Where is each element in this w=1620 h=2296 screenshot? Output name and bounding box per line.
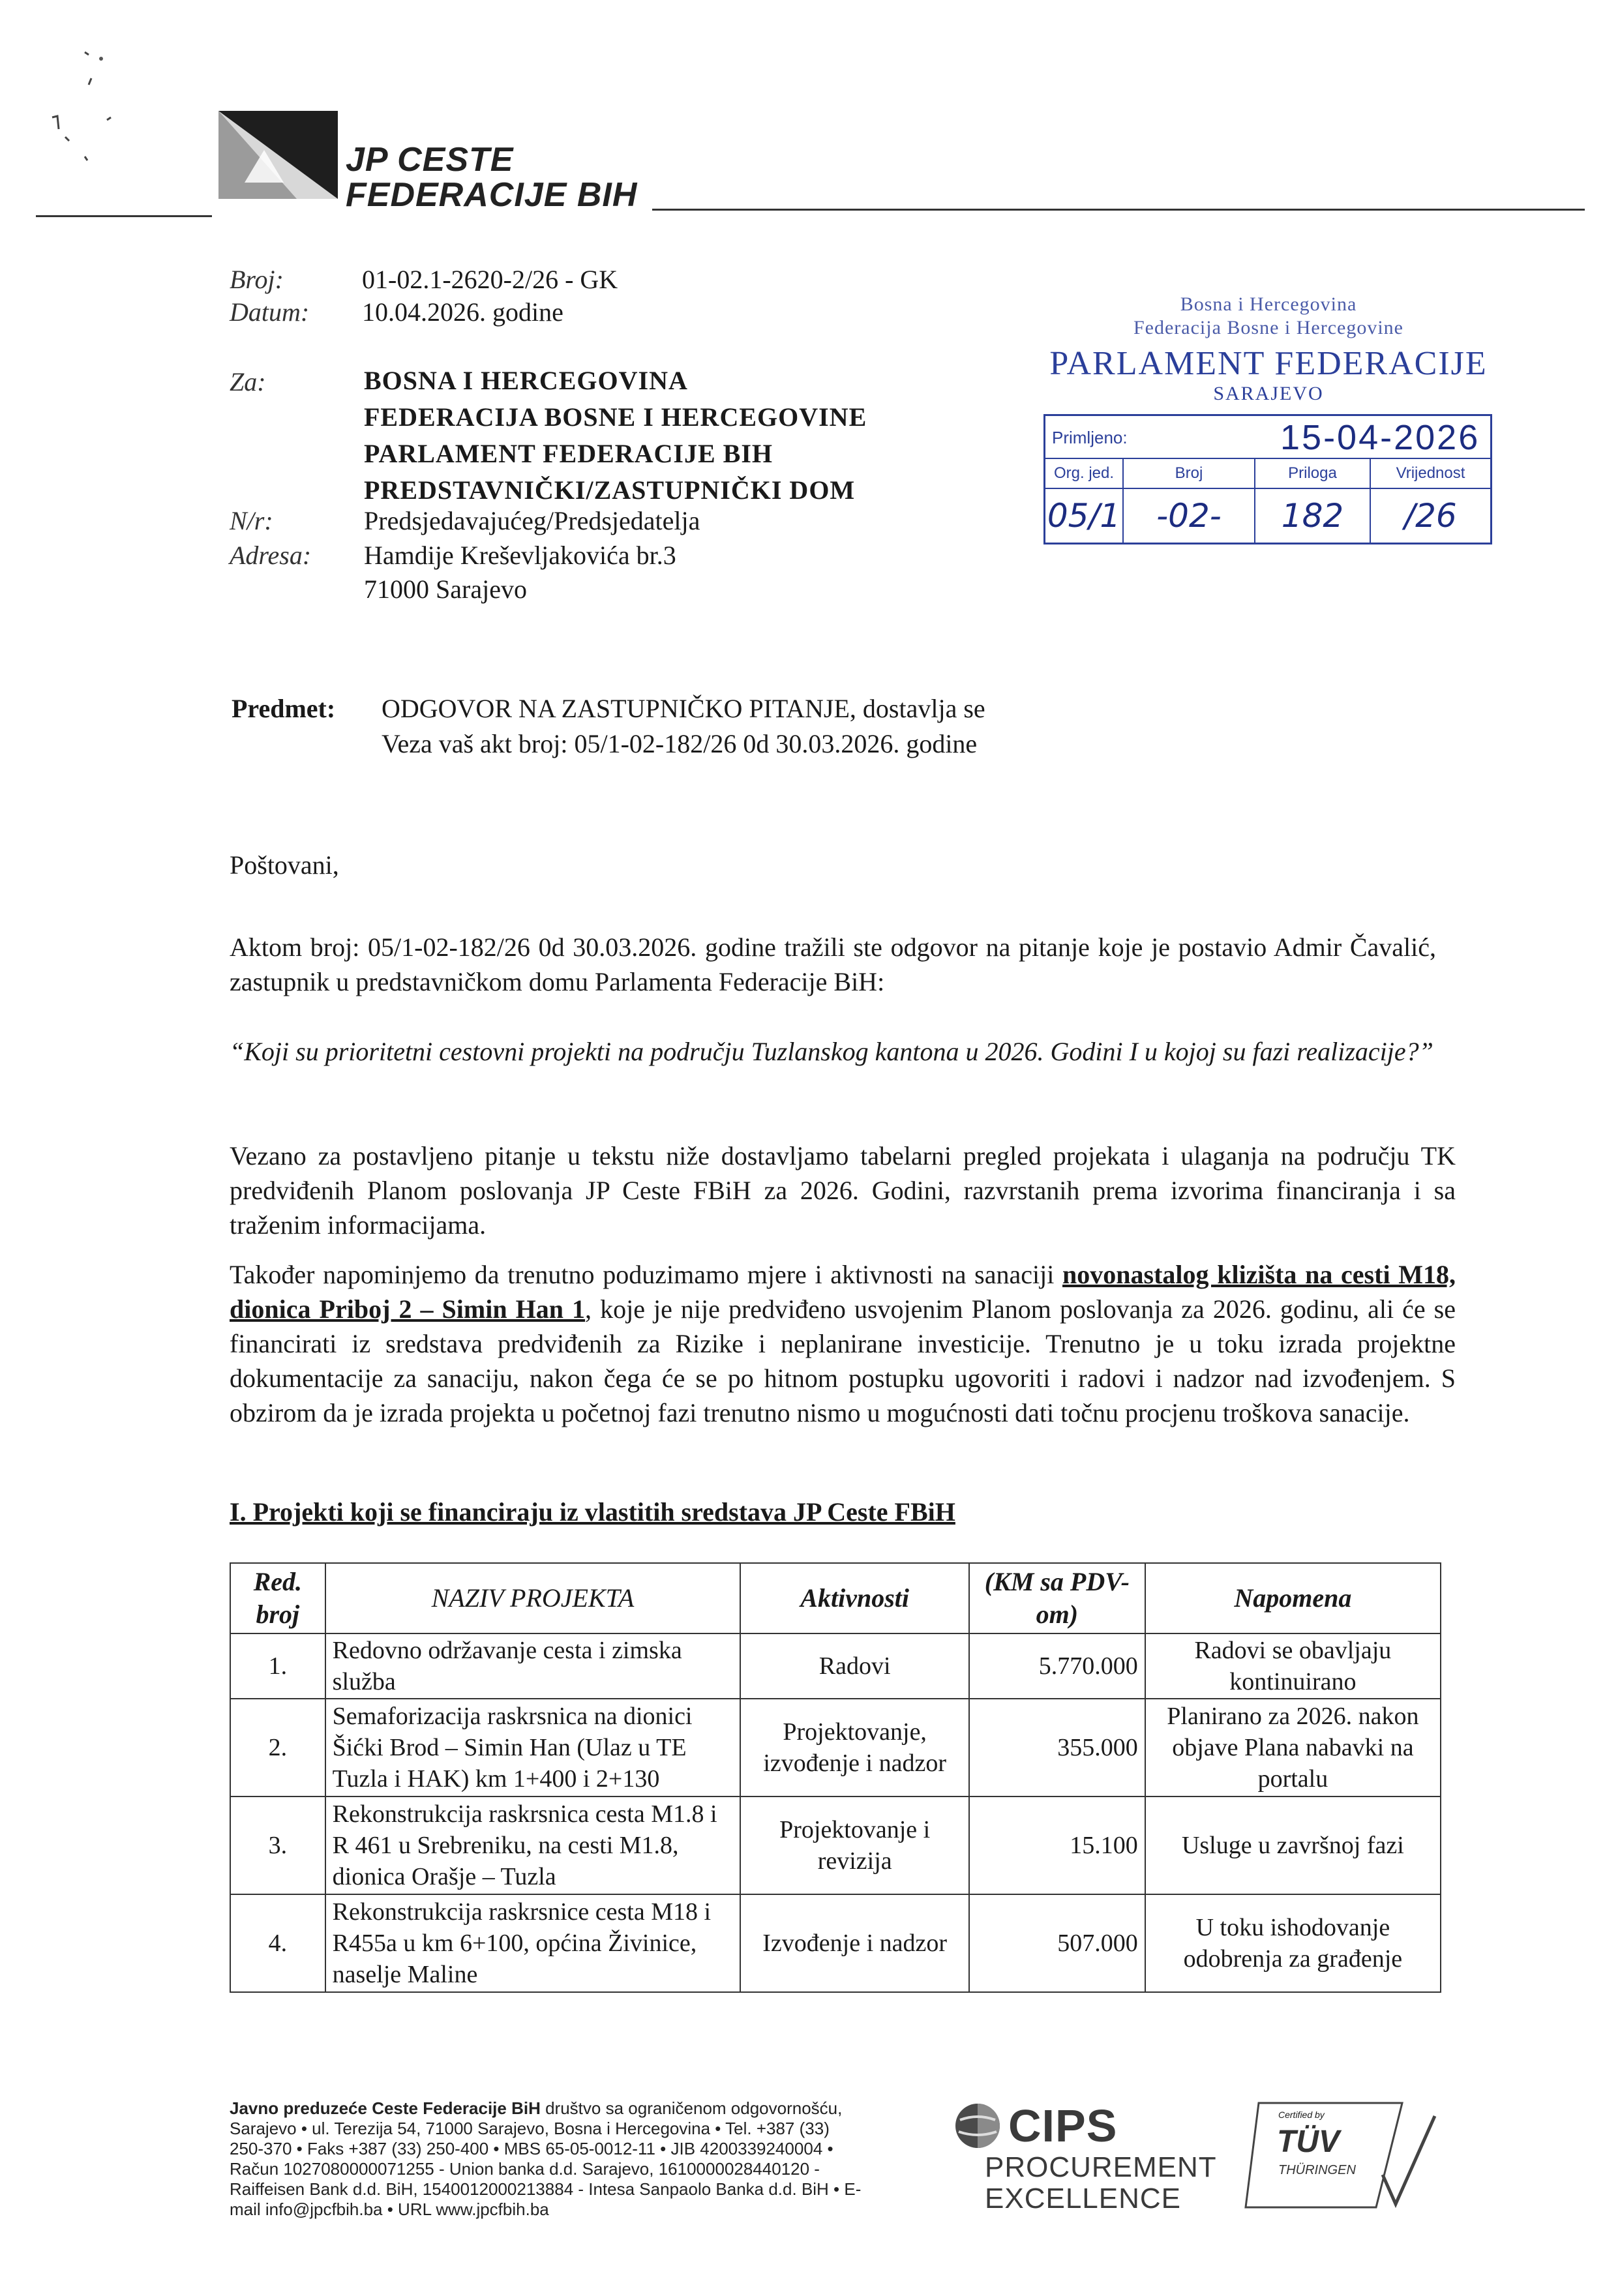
subject-line1: ODGOVOR NA ZASTUPNIČKO PITANJE, dostavlja se (382, 694, 985, 723)
broj-value: 01-02.1-2620-2/26 - GK (362, 265, 618, 294)
company-name (346, 142, 637, 213)
stamp-received-label: Primljeno: (1052, 428, 1128, 447)
nr-label: N/r: (230, 506, 273, 535)
cips-sub1: PROCUREMENT (985, 2151, 1217, 2183)
company-name-line2: FEDERACIJE BIH (346, 176, 638, 214)
row-note: Radovi se obavljaju kontinuirano (1145, 1633, 1441, 1699)
stamp-val-broj: -02- (1124, 489, 1255, 543)
stamp-col-broj: Broj (1124, 459, 1255, 488)
stamp-federation: Federacija Bosne i Hercegovine (1133, 317, 1403, 338)
projects-table (230, 1562, 1441, 1993)
header-aktivnosti: Aktivnosti (740, 1563, 969, 1633)
header-naziv: NAZIV PROJEKTA (325, 1563, 741, 1633)
header-rule-left (36, 215, 212, 217)
row-amount: 5.770.000 (969, 1633, 1145, 1699)
row-amount: 355.000 (969, 1699, 1145, 1797)
cips-certification (952, 2100, 1226, 2214)
landslide-text-b: , koje je nije predviđeno usvojenim Planom poslovanja za 2026. godinu, ali će se financirati iz sredstava predviđenih za Rizike i neplanirane investicije. Trenutno je u toku izrada projektne dokumentacije za sanaciju, nakon čega će se po hitnom postupku ugovoriti i radovi i nadzor nad izvođenjem. S obzirom da je izrada projekta u početnoj fazi trenutno nismo u mogućnosti dati točnu procjenu troškova sanacije. (230, 1294, 1456, 1427)
row-project-name: Redovno održavanje cesta i zimska služba (325, 1633, 741, 1699)
footer-line: mail info@jpcfbih.ba • URL www.jpcfbih.ba (230, 2199, 549, 2219)
stamp-col-priloga: Priloga (1255, 459, 1371, 488)
footer-line: Sarajevo • ul. Terezija 54, 71000 Sarajevo, Bosna i Hercegovina • Tel. +387 (33) (230, 2119, 830, 2138)
row-activity: Radovi (740, 1633, 969, 1699)
row-project-name: Rekonstrukcija raskrsnica cesta M1.8 i R 461 u Srebreniku, na cesti M1.8, dionica Orašje – Tuzla (325, 1797, 741, 1894)
reception-stamp (1043, 293, 1493, 544)
table-row (230, 1633, 1441, 1699)
stamp-col-org: Org. jed. (1045, 459, 1124, 488)
stamp-parliament: PARLAMENT FEDERACIJE (1049, 345, 1488, 382)
row-amount: 507.000 (969, 1894, 1145, 1992)
paragraph-request: Aktom broj: 05/1-02-182/26 0d 30.03.2026. godine tražili ste odgovor na pitanje koje je postavio Admir Čavalić, zastupnik u predstavničkom domu Parlamenta Federacije BiH: (230, 932, 1436, 996)
table-row (230, 1699, 1441, 1797)
row-note: U toku ishodovanje odobrenja za građenje (1145, 1894, 1441, 1992)
subject-line2: Veza vaš akt broj: 05/1-02-182/26 0d 30.03.2026. godine (382, 729, 978, 758)
footer-line: 250-370 • Faks +387 (33) 250-400 • MBS 65-05-0012-11 • JIB 4200339240004 • (230, 2139, 833, 2158)
stamp-header-row (1045, 459, 1490, 489)
header-red-broj: Red. broj (230, 1563, 325, 1633)
cips-globe-icon (952, 2100, 1003, 2151)
table-row (230, 1894, 1441, 1992)
row-activity: Projektovanje i revizija (740, 1797, 969, 1894)
adresa-line2: 71000 Sarajevo (364, 574, 527, 604)
tuv-certification (1239, 2096, 1441, 2214)
stamp-received-date: 15-04-2026 (1280, 418, 1480, 457)
row-activity: Izvođenje i nadzor (740, 1894, 969, 1992)
row-amount: 15.100 (969, 1797, 1145, 1894)
footer-line (230, 2098, 927, 2119)
cips-wordmark: CIPS (1008, 2100, 1118, 2151)
row-activity: Projektovanje, izvođenje i nadzor (740, 1699, 969, 1797)
header-iznos: (KM sa PDV-om) (969, 1563, 1145, 1633)
tuv-badge-frame (1239, 2096, 1441, 2214)
broj-label: Broj: (230, 265, 284, 294)
stamp-val-priloga: 182 (1255, 489, 1371, 543)
tuv-certified-by: Certified by (1278, 2110, 1325, 2120)
footer-company-type: društvo sa ograničenom odgovornošću, (540, 2098, 843, 2118)
stamp-country: Bosna i Hercegovina (1180, 293, 1357, 315)
header-rule-right (652, 209, 1585, 211)
row-project-name: Semaforizacija raskrsnica na dionici Šićki Brod – Simin Han (Ulaz u TE Tuzla i HAK) km 1+400 i 2+130 (325, 1699, 741, 1797)
stamp-city: SARAJEVO (1213, 383, 1324, 404)
row-number: 1. (230, 1633, 325, 1699)
stamp-val-org: 05/1 (1045, 489, 1124, 543)
footer-company-info (230, 2098, 927, 2220)
recipient-line: PARLAMENT FEDERACIJE BIH (364, 439, 773, 468)
adresa-line1: Hamdije Kreševljakovića br.3 (364, 541, 676, 570)
table-header-row (230, 1563, 1441, 1633)
stamp-received-row (1045, 416, 1490, 459)
greeting: Poštovani, (230, 850, 339, 880)
tuv-region: THÜRINGEN (1278, 2163, 1356, 2177)
footer-company-name: Javno preduzeće Ceste Federacije BiH (230, 2098, 541, 2118)
stamp-value-row (1045, 489, 1490, 543)
footer-line: Raiffeisen Bank d.d. BiH, 1540012000213884 - Intesa Sanpaolo Banka d.d. BiH • E- (230, 2179, 862, 2199)
paragraph-overview: Vezano za postavljeno pitanje u tekstu niže dostavljamo tabelarni pregled projekata i ulaganja na području TK predviđenih Planom poslovanja JP Ceste FBiH za 2026. Godini, razvrstanih prema izvorima financiranja i sa traženim informacijama. (230, 1141, 1456, 1240)
company-logo-icon (218, 111, 338, 199)
scan-speckle-marks (39, 39, 143, 183)
row-number: 4. (230, 1894, 325, 1992)
landslide-text-a: Također napominjemo da trenutno poduzimamo mjere i aktivnosti na sanaciji (230, 1260, 1063, 1289)
stamp-val-vrijednost: /26 (1404, 497, 1457, 535)
recipient-line: BOSNA I HERCEGOVINA (364, 366, 688, 395)
row-note: Usluge u završnoj fazi (1145, 1797, 1441, 1894)
nr-value: Predsjedavajućeg/Predsjedatelja (364, 506, 700, 535)
adresa-label: Adresa: (230, 541, 312, 570)
row-project-name: Rekonstrukcija raskrsnice cesta M18 i R455a u km 6+100, općina Živinice, naselje Maline (325, 1894, 741, 1992)
header-napomena: Napomena (1145, 1563, 1441, 1633)
za-label: Za: (230, 367, 266, 396)
datum-label: Datum: (230, 297, 310, 327)
tuv-wordmark: TÜV (1277, 2125, 1340, 2159)
section-heading: I. Projekti koji se financiraju iz vlastitih sredstava JP Ceste FBiH (230, 1497, 955, 1527)
company-name-line1: JP CESTE (346, 141, 514, 179)
recipient-line: FEDERACIJA BOSNE I HERCEGOVINE (364, 402, 867, 432)
landslide-emphasis: novonastalog klizišta na cesti M18, dionica Priboj 2 – Simin Han 1 (230, 1260, 1456, 1324)
row-number: 2. (230, 1699, 325, 1797)
row-note: Planirano za 2026. nakon objave Plana nabavki na portalu (1145, 1699, 1441, 1797)
subject-label: Predmet: (232, 694, 336, 723)
paragraph-landslide (230, 1257, 1456, 1430)
stamp-col-vrijednost: Vrijednost (1396, 464, 1465, 482)
stamp-grid (1043, 414, 1492, 544)
cips-sub2: EXCELLENCE (985, 2183, 1182, 2214)
row-number: 3. (230, 1797, 325, 1894)
table-row (230, 1797, 1441, 1894)
footer-line: Račun 1027080000071255 - Union banka d.d. Sarajevo, 1610000028440120 - (230, 2159, 820, 2179)
quoted-question: “Koji su prioritetni cestovni projekti na području Tuzlanskog kantona u 2026. Godini I u kojoj su fazi realizacije?” (230, 1037, 1433, 1066)
recipient-line: PREDSTAVNIČKI/ZASTUPNIČKI DOM (364, 475, 856, 505)
recipient-block (364, 363, 867, 509)
datum-value: 10.04.2026. godine (362, 297, 563, 327)
